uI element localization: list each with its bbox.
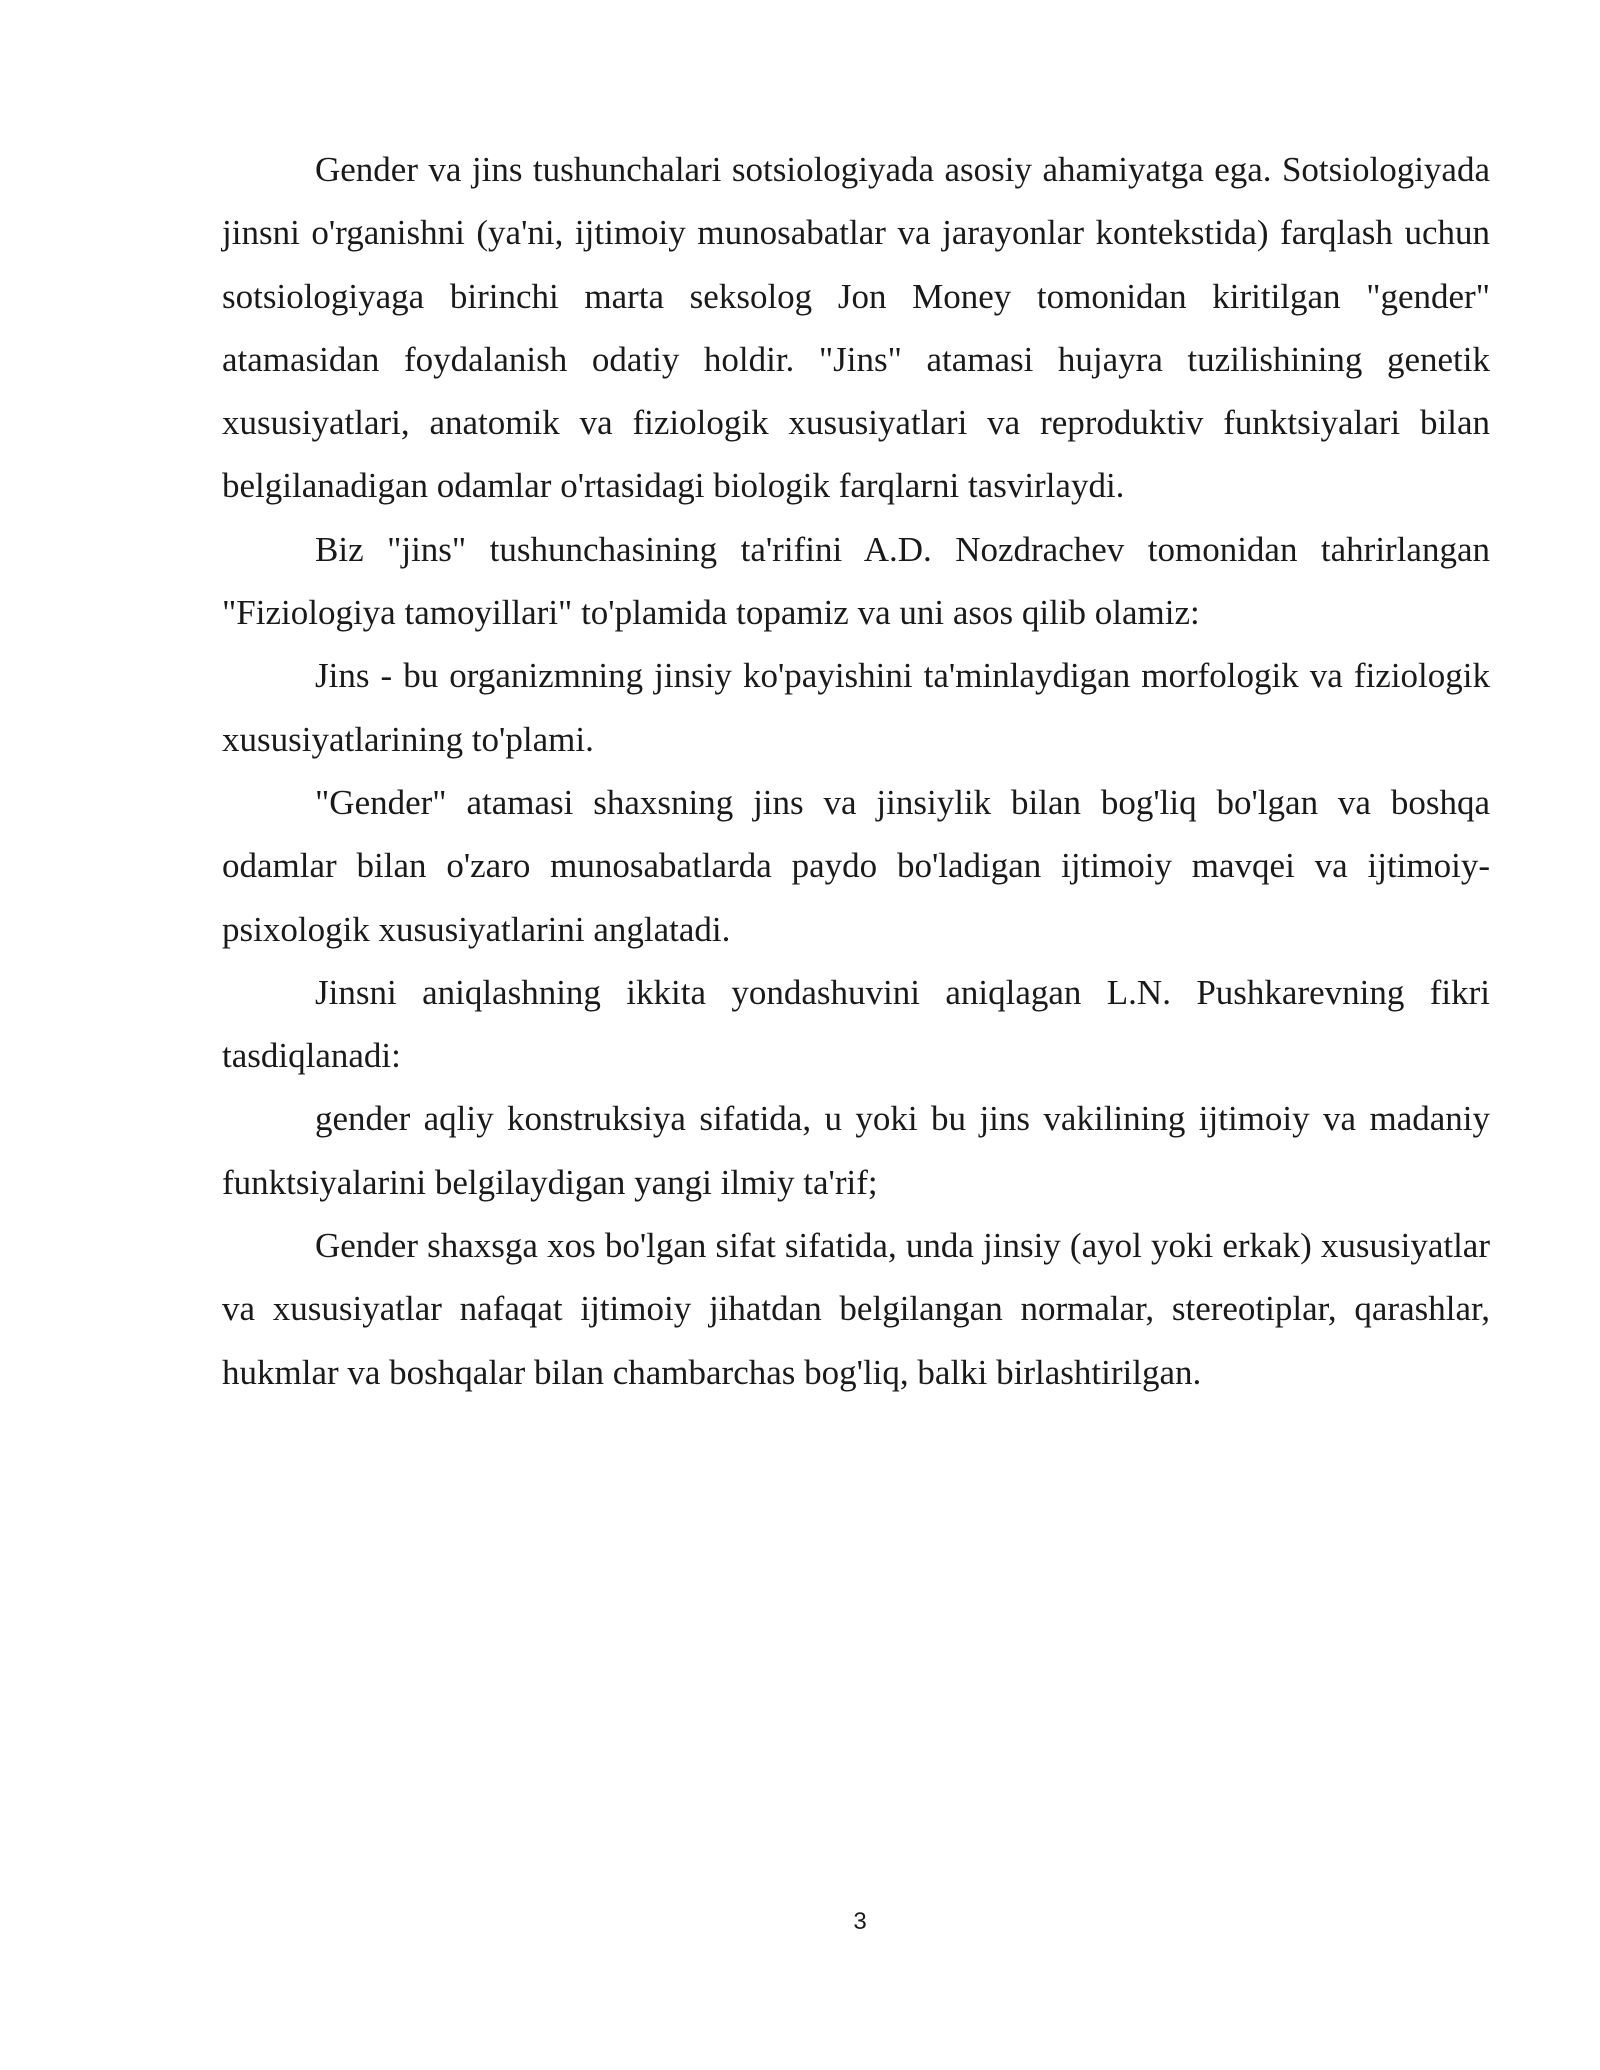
paragraph-5: Jinsni aniqlashning ikkita yondashuvini aniqlagan L.N. Pushkarevning fikri tasdiqlanadi: <box>222 972 1490 1076</box>
paragraph-7: Gender shaxsga xos bo'lgan sifat sifatida, unda jinsiy (ayol yoki erkak) xususiyatlar va xususiyatlar nafaqat ijtimoiy jihatdan belgilangan normalar, stereotiplar, qarashlar, hukmlar va boshqalar bilan chambarchas bog'liq, balki birlashtirilgan. <box>222 1226 1490 1392</box>
body-text <box>222 138 1490 1404</box>
paragraph-3: Jins - bu organizmning jinsiy ko'payishini ta'minlaydigan morfologik va fiziologik xususiyatlarining to'plami. <box>222 656 1490 759</box>
paragraph-1: Gender va jins tushunchalari sotsiologiyada asosiy ahamiyatga ega. Sotsiologiyada jinsni o'rganishni (ya'ni, ijtimoiy munosabatlar va jarayonlar kontekstida) farqlash uchun sotsiologiyaga birinchi marta seksolog Jon Money tomonidan kiritilgan "gender" atamasidan foydalanish odatiy holdir. "Jins" atamasi hujayra tuzilishining genetik xususiyatlari, anatomik va fiziologik xususiyatlari va reproduktiv funktsiyalari bilan belgilanadigan odamlar o'rtasidagi biologik farqlarni tasvirlaydi. <box>222 150 1490 506</box>
paragraph-4: "Gender" atamasi shaxsning jins va jinsiylik bilan bog'liq bo'lgan va boshqa odamlar bilan o'zaro munosabatlarda paydo bo'ladigan ijtimoiy mavqei va ijtimoiy-psixologik xususiyatlarini anglatadi. <box>222 782 1490 949</box>
paragraph-2: Biz "jins" tushunchasining ta'rifini A.D. Nozdrachev tomonidan tahrirlangan "Fiziologiya tamoyillari" to'plamida topamiz va uni asos qilib olamiz: <box>222 529 1490 633</box>
paragraph-6: gender aqliy konstruksiya sifatida, u yoki bu jins vakilining ijtimoiy va madaniy funktsiyalarini belgilaydigan yangi ilmiy ta'rif; <box>222 1099 1490 1202</box>
page-number: 3 <box>853 1908 867 1935</box>
